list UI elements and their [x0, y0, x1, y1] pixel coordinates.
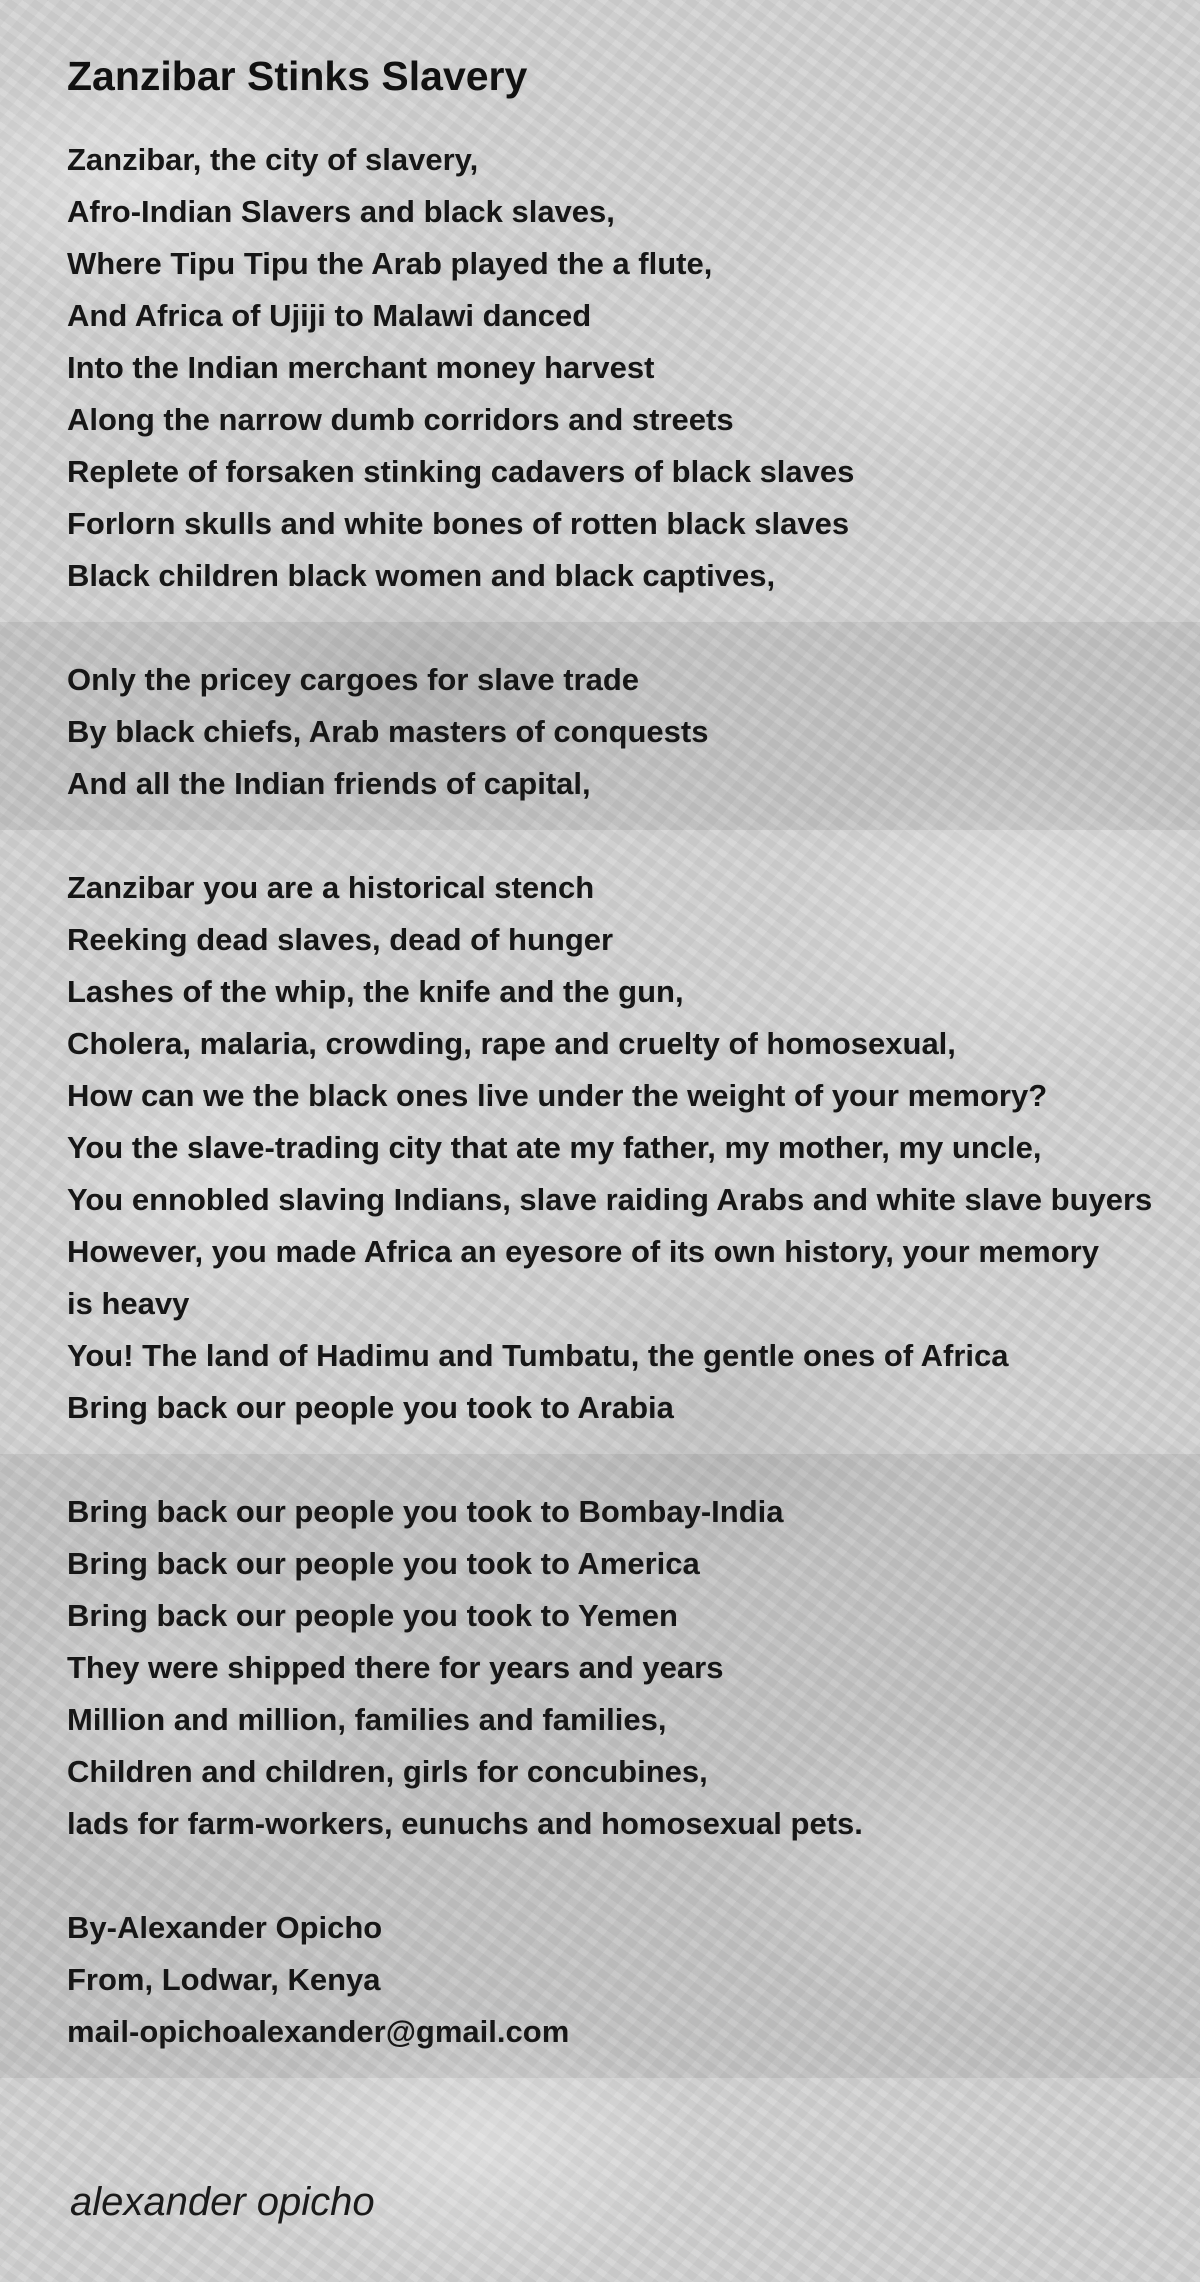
poem-body: [67, 134, 1200, 2058]
poem-line: Zanzibar, the city of slavery,: [67, 142, 479, 177]
stanza: [67, 1486, 1200, 1850]
poem-line: However, you made Africa an eyesore of its own history, your memory: [67, 1234, 1099, 1269]
poem-line: mail-opichoalexander@gmail.com: [67, 2014, 570, 2049]
poem-line: Replete of forsaken stinking cadavers of black slaves: [67, 454, 855, 489]
poem-line: Bring back our people you took to Arabia: [67, 1390, 674, 1425]
author-name[interactable]: alexander opicho: [70, 2180, 375, 2224]
stanza: [67, 654, 1200, 810]
poem-line: Zanzibar you are a historical stench: [67, 870, 595, 905]
poem-line: Black children black women and black captives,: [67, 558, 776, 593]
poem-line: You ennobled slaving Indians, slave raiding Arabs and white slave buyers: [67, 1182, 1153, 1217]
poem-line: Bring back our people you took to America: [67, 1546, 700, 1581]
poem-line: By black chiefs, Arab masters of conquests: [67, 714, 709, 749]
poem-line: By-Alexander Opicho: [67, 1910, 383, 1945]
poem-line: Children and children, girls for concubines,: [67, 1754, 708, 1789]
poem-line: Lashes of the whip, the knife and the gun,: [67, 974, 684, 1009]
poem-line: Reeking dead slaves, dead of hunger: [67, 922, 614, 957]
poem-line: Million and million, families and families,: [67, 1702, 667, 1737]
stanza: [67, 862, 1200, 1434]
poem-line: You the slave-trading city that ate my father, my mother, my uncle,: [67, 1130, 1042, 1165]
poem-title: Zanzibar Stinks Slavery: [67, 53, 528, 99]
poem-line: And all the Indian friends of capital,: [67, 766, 591, 801]
poem-line: Along the narrow dumb corridors and streets: [67, 402, 734, 437]
poem-line: From, Lodwar, Kenya: [67, 1962, 381, 1997]
poem-line: Bring back our people you took to Yemen: [67, 1598, 678, 1633]
poem-line: They were shipped there for years and years: [67, 1650, 724, 1685]
poem-line: is heavy: [67, 1286, 190, 1321]
poem-line: How can we the black ones live under the weight of your memory?: [67, 1078, 1048, 1113]
poem-line: Into the Indian merchant money harvest: [67, 350, 655, 385]
poem-line: Bring back our people you took to Bombay-India: [67, 1494, 784, 1529]
poem-line: lads for farm-workers, eunuchs and homosexual pets.: [67, 1806, 863, 1841]
stanza: [67, 1902, 1200, 2058]
stanza: [67, 134, 1200, 602]
poem-line: Forlorn skulls and white bones of rotten black slaves: [67, 506, 850, 541]
poem-line: Cholera, malaria, crowding, rape and cruelty of homosexual,: [67, 1026, 956, 1061]
poem-line: Only the pricey cargoes for slave trade: [67, 662, 640, 697]
poem-line: And Africa of Ujiji to Malawi danced: [67, 298, 592, 333]
poem-line: Afro-Indian Slavers and black slaves,: [67, 194, 615, 229]
poem-line: You! The land of Hadimu and Tumbatu, the gentle ones of Africa: [67, 1338, 1009, 1373]
poem-line: Where Tipu Tipu the Arab played the a flute,: [67, 246, 713, 281]
